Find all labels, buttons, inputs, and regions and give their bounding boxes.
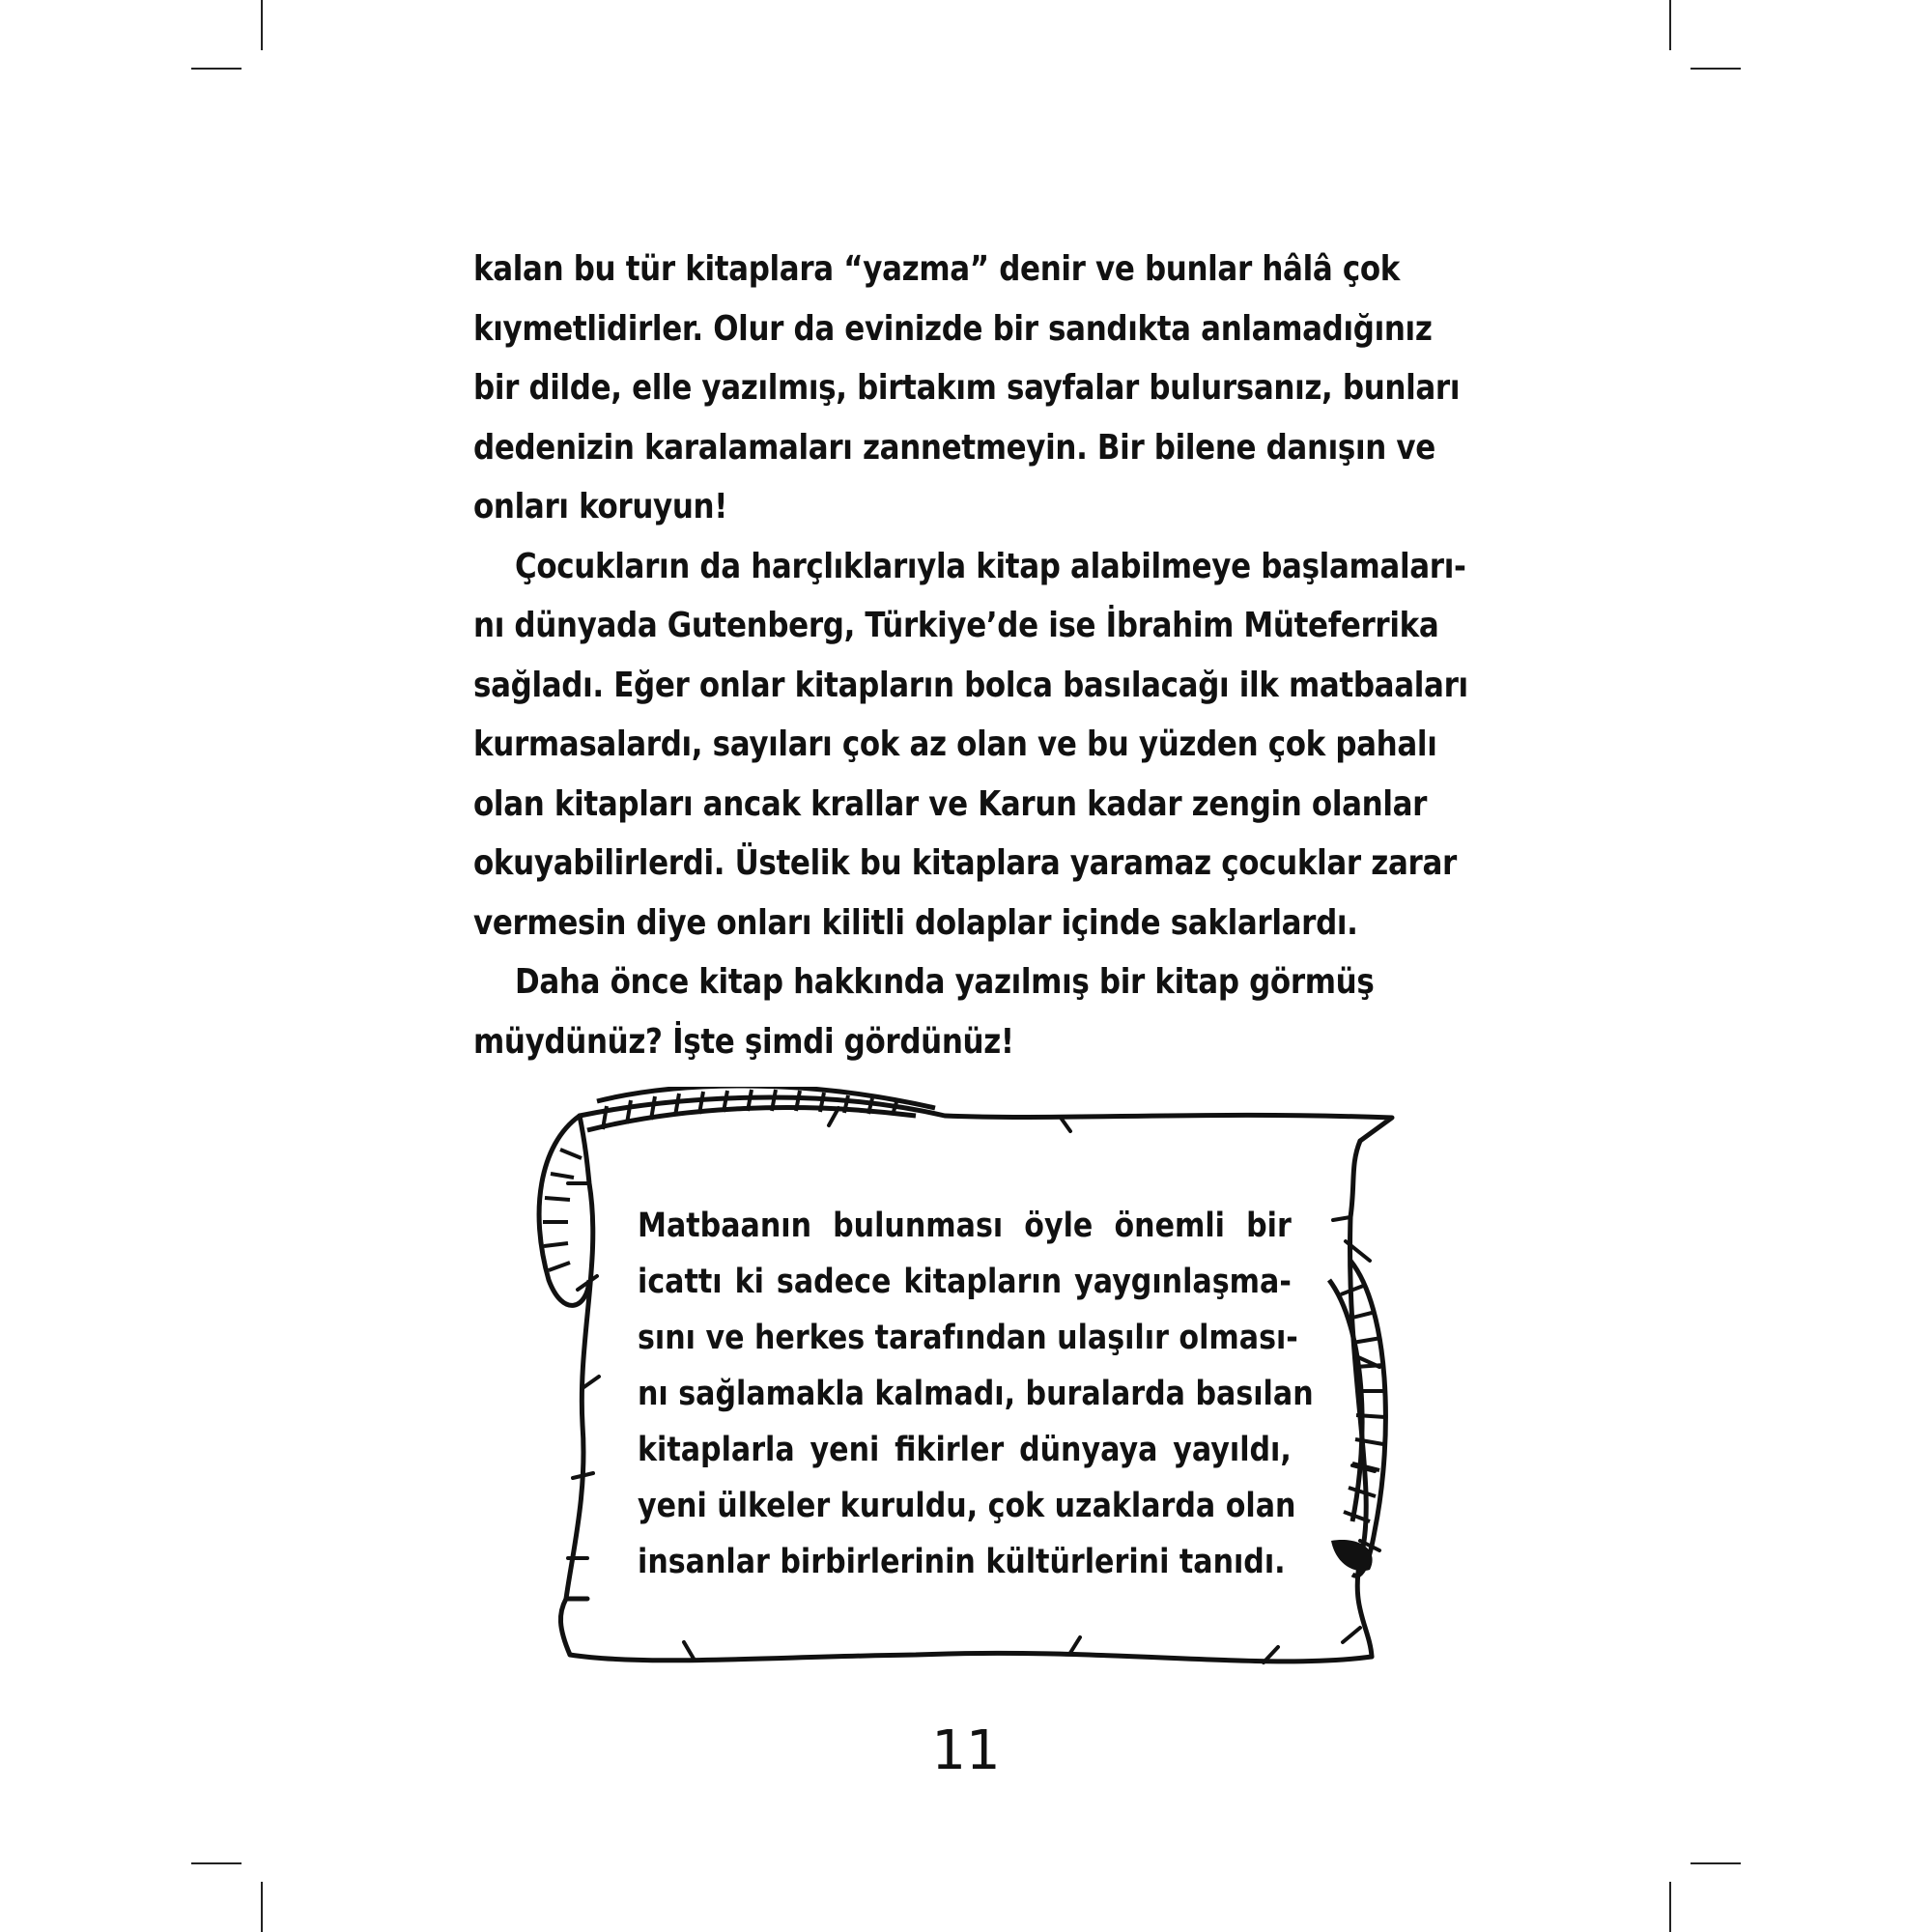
scroll-callout [529,1087,1399,1686]
page-number: 11 [931,1719,1001,1782]
text-line: Daha önce kitap hakkında yazılmış bir kitap görmüş [515,962,1375,1002]
paragraph [473,952,1375,1071]
body-text [473,240,1468,1071]
text-line: kalan bu tür kitaplara “yazma” denir ve bunlar hâlâ çok [473,249,1401,289]
scroll-text [638,1198,1314,1590]
text-line: dedenizin karalamaları zannetmeyin. Bir bilene danışın ve [473,427,1435,468]
paragraph [473,537,1468,953]
crop-mark-icon [1690,68,1741,70]
text-line: kıymetlidirler. Olur da evinizde bir sandıkta anlamadığınız [473,308,1433,349]
crop-mark-icon [261,0,263,50]
text-line: kurmasalardı, sayıları çok az olan ve bu yüzden çok pahalı [473,724,1437,764]
text-line: okuyabilirlerdi. Üstelik bu kitaplara yaramaz çocuklar zarar [473,843,1457,883]
text-line: nı sağlamakla kalmadı, buralarda basılan [638,1375,1314,1413]
paragraph [473,240,1461,537]
text-line: müydünüz? İşte şimdi gördünüz! [473,1021,1014,1062]
crop-mark-icon [191,1862,242,1864]
crop-mark-icon [191,68,242,70]
text-line: bir dilde, elle yazılmış, birtakım sayfalar bulursanız, bunları [473,368,1461,408]
crop-mark-icon [1669,0,1671,50]
text-line: nı dünyada Gutenberg, Türkiye’de ise İbrahim Müteferrika [473,606,1439,645]
crop-mark-icon [1669,1882,1671,1932]
text-line: Matbaanın bulunması öyle önemli bir [638,1207,1292,1245]
text-line: kitaplarla yeni fikirler dünyaya yayıldı, [638,1431,1292,1469]
text-line: icattı ki sadece kitapların yaygınlaşma- [638,1263,1292,1301]
text-line: sını ve herkes tarafından ulaşılır olması- [638,1319,1298,1357]
text-line: olan kitapları ancak krallar ve Karun kadar zengin olanlar [473,783,1428,824]
text-line: insanlar birbirlerinin kültürlerini tanıdı. [638,1543,1286,1581]
crop-mark-icon [261,1882,263,1932]
text-line: vermesin diye onları kilitli dolaplar içinde saklarlardı. [473,902,1358,943]
text-line: onları koruyun! [473,487,728,526]
text-line: yeni ülkeler kuruldu, çok uzaklarda olan [638,1487,1296,1525]
text-line: Çocukların da harçlıklarıyla kitap alabilmeye başlamaları- [515,546,1466,586]
text-line: sağladı. Eğer onlar kitapların bolca basılacağı ilk matbaaları [473,665,1468,705]
crop-mark-icon [1690,1862,1741,1864]
